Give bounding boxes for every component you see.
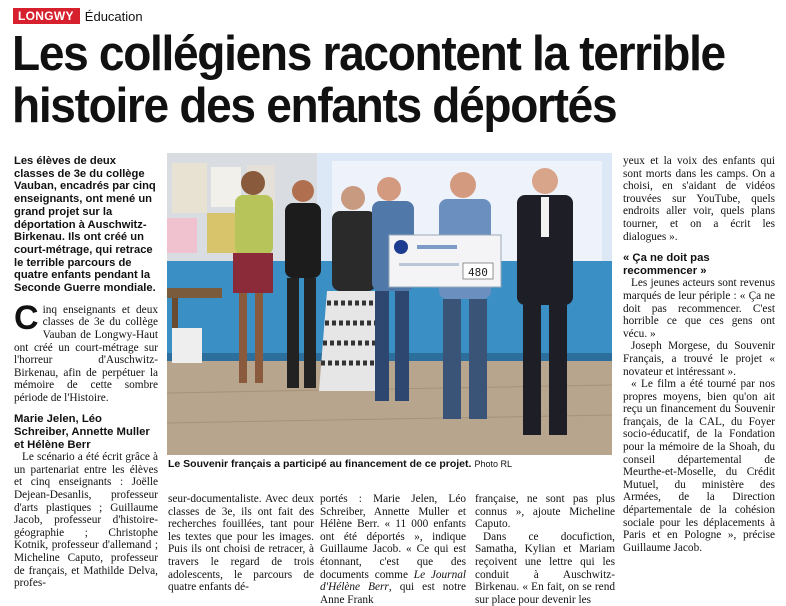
rubric bbox=[13, 9, 143, 23]
col3-book-title: Le Journal d'Hélène Berr bbox=[320, 568, 467, 594]
col5-paragraph-2: Les jeunes acteurs sont revenus marqués de leur périple : « Ça ne doit pas recommencer. C'est horrible ce que ces gens ont vécu. » bbox=[623, 277, 775, 340]
column-5 bbox=[623, 155, 775, 554]
photo-credit: Photo RL bbox=[474, 459, 512, 469]
photo-caption bbox=[168, 458, 613, 471]
column-4 bbox=[475, 493, 615, 606]
subhead-quote: « Ça ne doit pas recommencer » bbox=[623, 252, 710, 277]
cheque-amount: 480 bbox=[468, 266, 488, 279]
article-photo bbox=[167, 153, 612, 455]
col5-paragraph-3: Joseph Morgese, du Souvenir Français, a trouvé le projet « novateur et intéressant ». bbox=[623, 340, 775, 378]
col1-body: Le scénario a été écrit grâce à un partenariat entre les élèves et cinq enseignants : Joëlle Dejean-Desanlis, professeur d'arts plastiques ; Guillaume Jacob, professeur d'histoire-géographie ; Christophe Kotnik, professeur d'allemand ; Micheline Caputo, professeur de français, et Mathilde Delva, profes- bbox=[14, 451, 158, 590]
col4-paragraph-2: Dans ce docufiction, Samatha, Kylian et Mariam reçoivent une lettre qui les conduit à Auschwitz-Birkenau. « En fait, on se rend sur place pour devenir les bbox=[475, 530, 615, 606]
col3-text-a: portés : Marie Jelen, Léo Schreiber, Annette Muller et Hélène Berr. « 11 000 enfants ont été déportés », indique Guillaume Jacob. « Ce qui est étonnant, c'est que des documents comme bbox=[320, 493, 466, 581]
column-1 bbox=[14, 155, 158, 590]
locality-tag: LONGWY bbox=[13, 8, 80, 24]
drop-cap: C bbox=[14, 298, 39, 337]
subhead-names: Marie Jelen, Léo Schreiber, Annette Muller et Hélène Berr bbox=[14, 413, 150, 451]
intro-text: inq enseignants et deux classes de 3e du collège Vauban de Longwy-Haut ont créé un court-métrage sur l'horreur d'Auschwitz-Birkenau, afin de perpétuer la mémoire de cette sombre période de l'Histoire. bbox=[14, 303, 158, 404]
caption-text: Le Souvenir français a participé au financement de ce projet. bbox=[168, 458, 472, 470]
column-3 bbox=[320, 493, 466, 606]
intro-paragraph bbox=[14, 298, 158, 405]
headline: Les collégiens racontent la terrible histoire des enfants déportés bbox=[12, 27, 725, 133]
chapo: Les élèves de deux classes de 3e du collège Vauban, encadrés par cinq enseignants, ont mené un grand projet sur la déportation à Auschwitz-Birkenau. Ils ont créé un court-métrage, qui retrace le terrible parcours de quatre enfants pendant la Seconde Guerre mondiale. bbox=[14, 155, 156, 295]
col5-paragraph-4: « Le film a été tourné par nos propres moyens, bien qu'on ait reçu un financement du Souvenir français, de la CAL, du Foyer socio-éducatif, de la Fondation pour la mémoire de la Shoah, du conseil départemental de Meurthe-et-Moselle, du Crédit Mutuel, du ministère des Armées, de la Direction départementale de la cohésion sociale pour les déplacements à Paris et en Pologne », précise Guillaume Jacob. bbox=[623, 378, 775, 554]
col4-paragraph-1: française, ne sont pas plus connus », ajoute Micheline Caputo. bbox=[475, 493, 615, 531]
section-label: Éducation bbox=[84, 8, 143, 24]
col3-text-b: , qui est notre Anne Frank bbox=[320, 581, 466, 606]
photo-illustration bbox=[167, 153, 612, 455]
col5-paragraph-1: yeux et la voix des enfants qui sont morts dans les camps. On a choisi, en s'aidant de vidéos trouvées sur YouTube, quels endroits aller voir, quels plans tourner, et on a écrit les dialogues ». bbox=[623, 155, 775, 243]
col3-body bbox=[320, 493, 466, 606]
column-2 bbox=[168, 493, 314, 594]
col2-body: seur-documentaliste. Avec deux classes de 3e, ils ont fait des recherches fouillées, tant pour les textes que pour les images. Puis ils ont choisi de retracer, à travers le regard de trois adolescents, le parcours de quatre enfants dé- bbox=[168, 493, 314, 594]
